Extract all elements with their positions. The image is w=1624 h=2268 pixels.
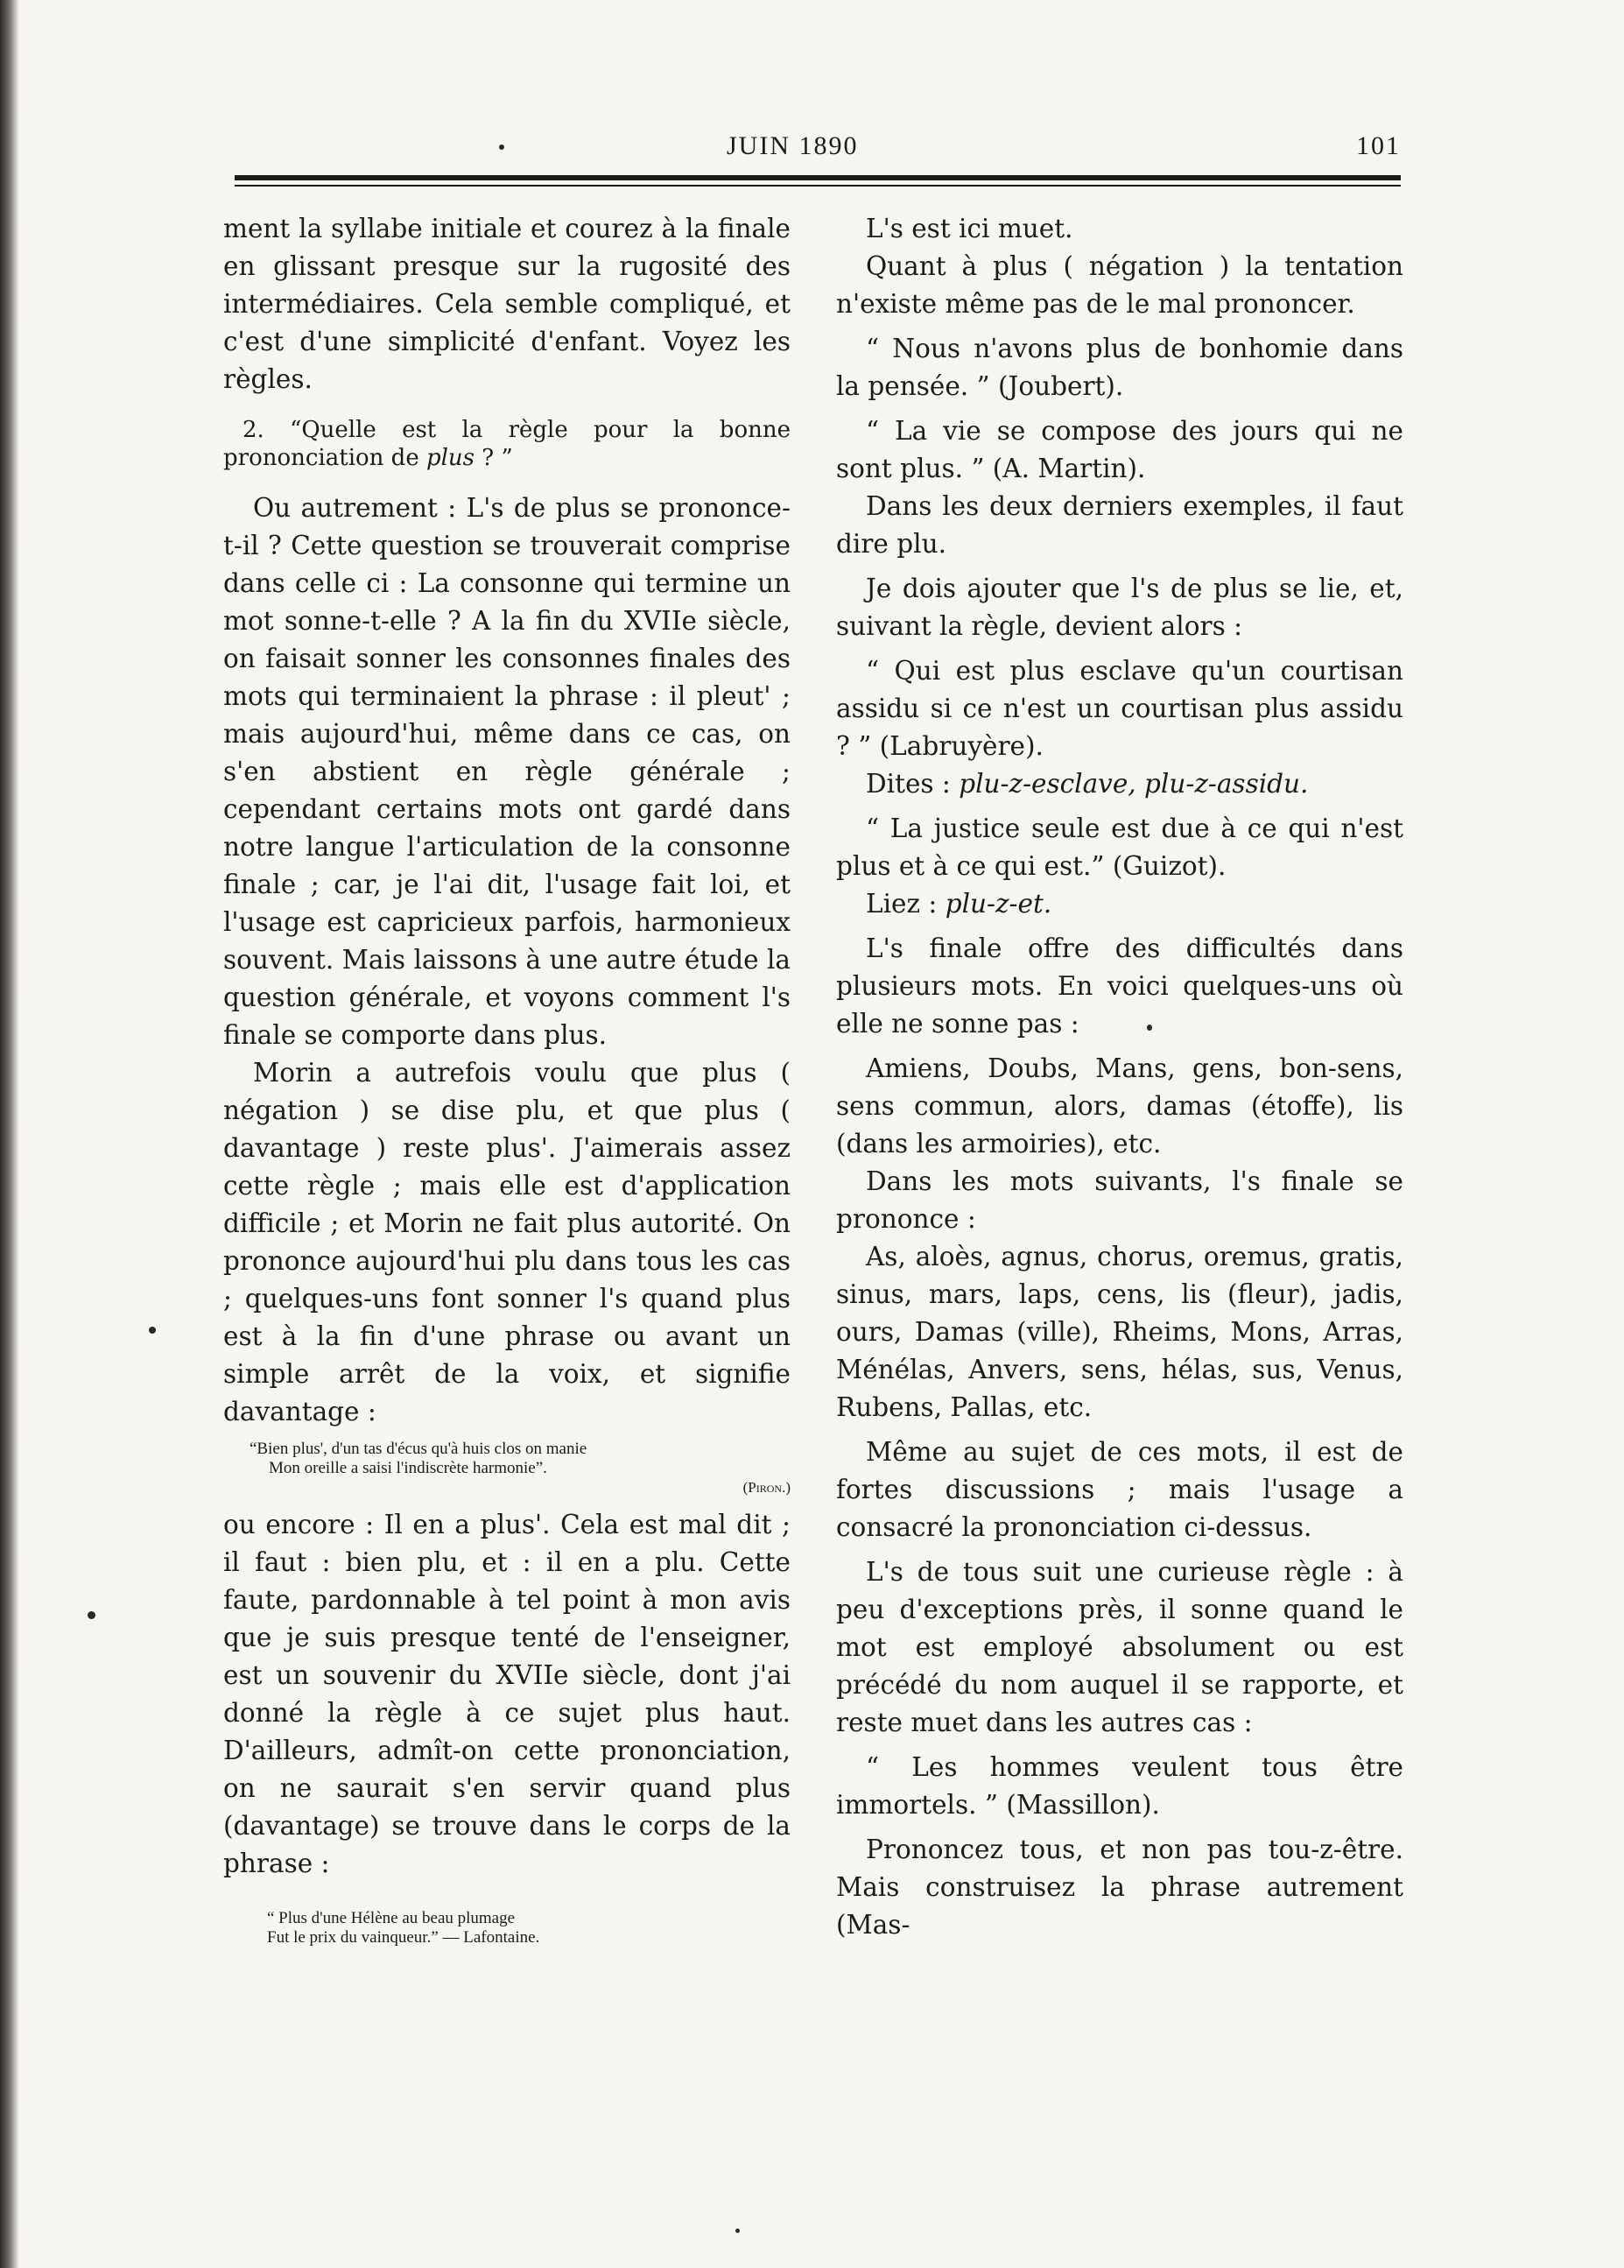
print-speck xyxy=(1147,1025,1152,1031)
page-number: 101 xyxy=(1356,131,1401,160)
paragraph: Dans les deux derniers exemples, il faut dire plu. xyxy=(836,491,1403,559)
quotation: “ La vie se compose des jours qui ne sont plus. ” (A. Martin). xyxy=(836,416,1403,483)
paragraph: Ou autrement : L's de plus se prononce-t-il ? Cette question se trouverait comprise dans celle ci : La consonne qui termine un mot sonne-t-elle ? A la fin du XVIIe siècle, on faisait sonner les consonnes finales des mots qui terminaient la phrase : il pleut' ; mais aujourd'hui, même dans ce cas, on s'en abstient en règle générale ; cependant certains mots ont gardé dans notre langue l'articulation de la consonne finale ; car, je l'ai dit, l'usage fait loi, et l'usage est capricieux parfois, harmonieux souvent. Mais laissons à une autre étude la question générale, et voyons comment l's finale se comporte dans plus. xyxy=(223,493,791,1050)
pronunciation-line: Dites : plu-z-esclave, plu-z-assidu. xyxy=(866,769,1309,799)
paragraph: Quant à plus ( négation ) la tentation n'existe même pas de le mal prononcer. xyxy=(836,251,1403,319)
verse-line: Fut le prix du vainqueur.” — Lafontaine. xyxy=(267,1928,540,1947)
paragraph: ou encore : Il en a plus'. Cela est mal dit ; il faut : bien plu, et : il en a plu. Cette faute, pardonnable à tel point à mon avis que je suis presque tenté de l'enseigner, est un souvenir du XVIIe siècle, dont j'ai donné la règle à ce sujet plus haut. D'ailleurs, admît-on cette prononciation, on ne saurait s'en servir quand plus (davantage) se trouve dans le corps de la phrase : xyxy=(223,1510,791,1878)
verse-quote xyxy=(250,1440,791,1497)
question-heading: 2. “Quelle est la règle pour la bonne prononciation de plus ? ” xyxy=(223,417,791,471)
paragraph: Prononcez tous, et non pas tou-z-être. Mais construisez la phrase autrement (Mas- xyxy=(836,1835,1403,1940)
paragraph: Je dois ajouter que l's de plus se lie, et, suivant la règle, devient alors : xyxy=(836,574,1403,641)
verse-line: “ Plus d'une Hélène au beau plumage xyxy=(267,1909,516,1927)
paragraph: L's finale offre des difficultés dans plusieurs mots. En voici quelques-uns où elle ne sonne pas : xyxy=(836,933,1403,1039)
quotation: “ Nous n'avons plus de bonhomie dans la pensée. ” (Joubert). xyxy=(836,334,1403,401)
paragraph: Morin a autrefois voulu que plus ( négation ) se dise plu, et que plus ( davantage ) reste plus'. J'aimerais assez cette règle ; mais elle est d'application difficile ; et Morin ne fait plus autorité. On prononce aujourd'hui plu dans tous les cas ; quelques-uns font sonner l's quand plus est à la fin d'une phrase ou avant un simple arrêt de la voix, et signifie davantage : xyxy=(223,1058,791,1426)
header-rule-thick xyxy=(235,175,1401,180)
paragraph: Dans les mots suivants, l's finale se prononce : xyxy=(836,1166,1403,1234)
paragraph: ment la syllabe initiale et courez à la finale en glissant presque sur la rugosité des intermédiaires. Cela semble compliqué, et c'est d'une simplicité d'enfant. Voyez les règles. xyxy=(223,214,791,394)
print-speck xyxy=(88,1611,95,1619)
quotation: “ Qui est plus esclave qu'un courtisan assidu si ce n'est un courtisan plus assidu ? ” (Labruyère). xyxy=(836,656,1403,761)
print-speck xyxy=(735,2229,740,2233)
verse-quote xyxy=(267,1909,791,1948)
quotation: “ La justice seule est due à ce qui n'est plus et à ce qui est.” (Guizot). xyxy=(836,814,1403,881)
print-speck xyxy=(149,1327,156,1334)
pronunciation-line: Liez : plu-z-et. xyxy=(866,889,1052,919)
header-rule-thin xyxy=(235,185,1401,187)
quote-attribution: (Piron.) xyxy=(742,1479,791,1496)
running-title: JUIN 1890 xyxy=(727,131,859,160)
print-speck xyxy=(499,144,504,150)
verse-line: Mon oreille a saisi l'indiscrète harmonie”. xyxy=(269,1459,547,1477)
paragraph: L's est ici muet. xyxy=(866,214,1073,243)
paragraph: Même au sujet de ces mots, il est de fortes discussions ; mais l'usage a consacré la prononciation ci-dessus. xyxy=(836,1437,1403,1542)
word-list: As, aloès, agnus, chorus, oremus, gratis, sinus, mars, laps, cens, lis (fleur), jadis, ours, Damas (ville), Rheims, Mons, Arras, Ménélas, Anvers, sens, hélas, sus, Venus, Rubens, Pallas, etc. xyxy=(836,1242,1403,1422)
right-column xyxy=(836,210,1403,1944)
paragraph: L's de tous suit une curieuse règle : à peu d'exceptions près, il sonne quand le mot est employé absolument ou est précédé du nom auquel il se rapporte, et reste muet dans les autres cas : xyxy=(836,1557,1403,1737)
page-edge-shadow xyxy=(0,0,19,2268)
running-header xyxy=(232,131,1401,175)
quotation: “ Les hommes veulent tous être immortels. ” (Massillon). xyxy=(836,1752,1403,1820)
word-list: Amiens, Doubs, Mans, gens, bon-sens, sens commun, alors, damas (étoffe), lis (dans les armoiries), etc. xyxy=(836,1053,1403,1159)
verse-line: “Bien plus', d'un tas d'écus qu'à huis clos on manie xyxy=(250,1440,587,1458)
left-column xyxy=(223,210,791,1948)
